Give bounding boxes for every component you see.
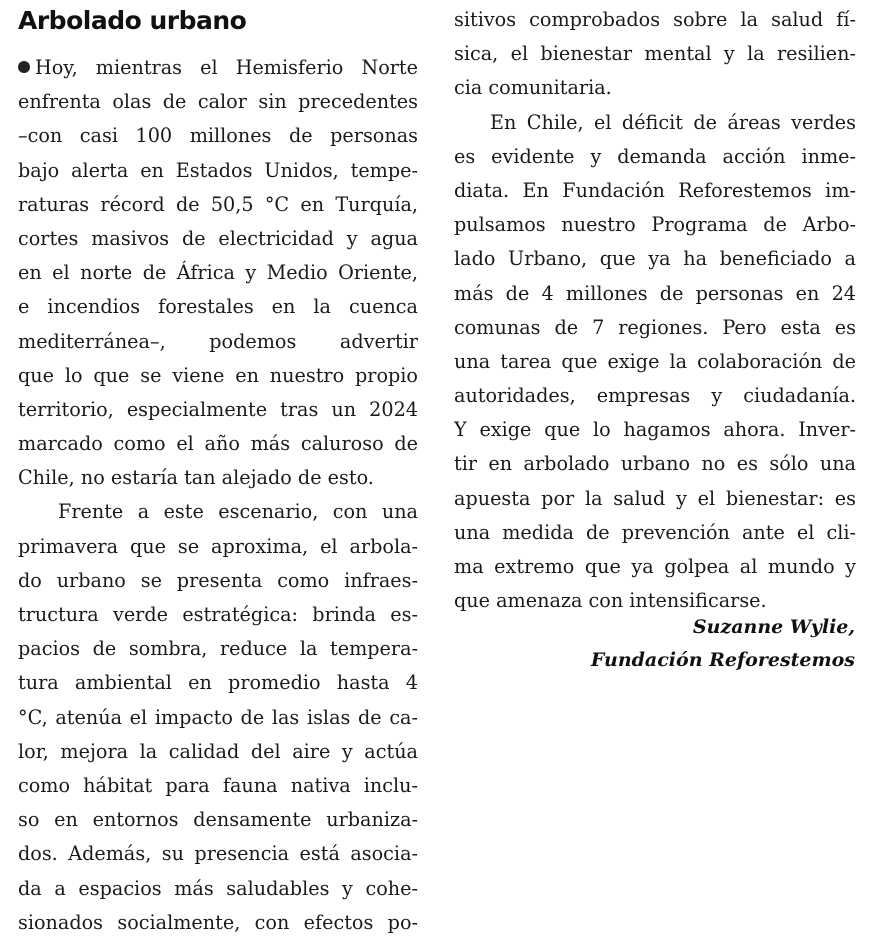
text-line: tir en arbolado urbano no es sólo una: [454, 452, 856, 476]
text-line: [18, 51, 418, 85]
text-line: En Chile, el déficit de áreas verdes: [490, 110, 856, 134]
text-line: pulsamos nuestro Programa de Arbo-: [454, 213, 856, 237]
text-line: tura ambiental en promedio hasta 4: [18, 671, 418, 695]
text-line: en el norte de África y Medio Oriente,: [18, 261, 418, 285]
text-line: territorio, especialmente tras un 2024: [18, 397, 418, 421]
text-line: autoridades, empresas y ciudadanía.: [454, 384, 856, 408]
text-line: so en entornos densamente urbaniza-: [18, 808, 418, 832]
text-line: que lo que se viene en nuestro propio: [18, 363, 418, 387]
text-line: es evidente y demanda acción inme-: [454, 144, 856, 168]
text-line: diata. En Fundación Reforestemos im-: [454, 178, 856, 202]
text-line: dos. Además, su presencia está asocia-: [18, 842, 418, 866]
text-line: marcado como el año más caluroso de: [18, 432, 418, 456]
text-line: una tarea que exige la colaboración de: [454, 349, 856, 373]
text-line: Frente a este escenario, con una: [58, 500, 418, 524]
article-title: Arbolado urbano: [18, 6, 247, 35]
text-line: una medida de prevención ante el cli-: [454, 520, 856, 544]
text-line: sitivos comprobados sobre la salud fí-: [454, 8, 856, 31]
text-line: Chile, no estaría tan alejado de esto.: [18, 466, 374, 490]
text-line: que amenaza con intensificarse.: [454, 589, 767, 613]
text-line: apuesta por la salud y el bienestar: es: [454, 486, 856, 510]
text-line: sionados socialmente, con efectos po-: [18, 910, 418, 934]
signature-organization: Fundación Reforestemos: [590, 649, 855, 671]
signature-name: Suzanne Wylie,: [692, 616, 855, 638]
text-line-content: Hoy, mientras el Hemisferio Norte: [35, 56, 418, 79]
text-line: da a espacios más saludables y cohe-: [18, 876, 418, 900]
text-line: tructura verde estratégica: brinda es-: [18, 603, 418, 626]
text-line: Y exige que lo hagamos ahora. Inver-: [454, 418, 856, 442]
text-line: bajo alerta en Estados Unidos, tempe-: [18, 158, 418, 182]
text-line: e incendios forestales en la cuenca: [18, 295, 418, 319]
right-column: [454, 3, 856, 618]
text-line: primavera que se aproxima, el arbola-: [18, 534, 418, 558]
text-line: °C, atenúa el impacto de las islas de ca-: [18, 705, 418, 729]
text-line: enfrenta olas de calor sin precedentes: [18, 90, 418, 114]
text-line: lor, mejora la calidad del aire y actúa: [18, 739, 418, 763]
text-line: cia comunitaria.: [454, 76, 612, 100]
text-line: mediterránea–, podemos advertir: [18, 329, 418, 353]
text-line: cortes masivos de electricidad y agua: [18, 226, 418, 250]
text-line: comunas de 7 regiones. Pero esta es: [454, 315, 856, 339]
text-line: sica, el bienestar mental y la resilien-: [454, 42, 856, 66]
text-line: como hábitat para fauna nativa inclu-: [18, 773, 418, 797]
text-line: raturas récord de 50,5 °C en Turquía,: [18, 192, 418, 216]
bullet-icon: [18, 61, 30, 73]
text-line: ma extremo que ya golpea al mundo y: [454, 555, 856, 578]
text-line: do urbano se presenta como infraes-: [18, 568, 418, 592]
text-line: –con casi 100 millones de personas: [18, 124, 418, 148]
text-line: más de 4 millones de personas en 24: [454, 281, 856, 305]
text-line: lado Urbano, que ya ha beneficiado a: [454, 247, 856, 271]
left-column: [18, 51, 418, 940]
text-line: pacios de sombra, reduce la tempera-: [18, 637, 418, 661]
